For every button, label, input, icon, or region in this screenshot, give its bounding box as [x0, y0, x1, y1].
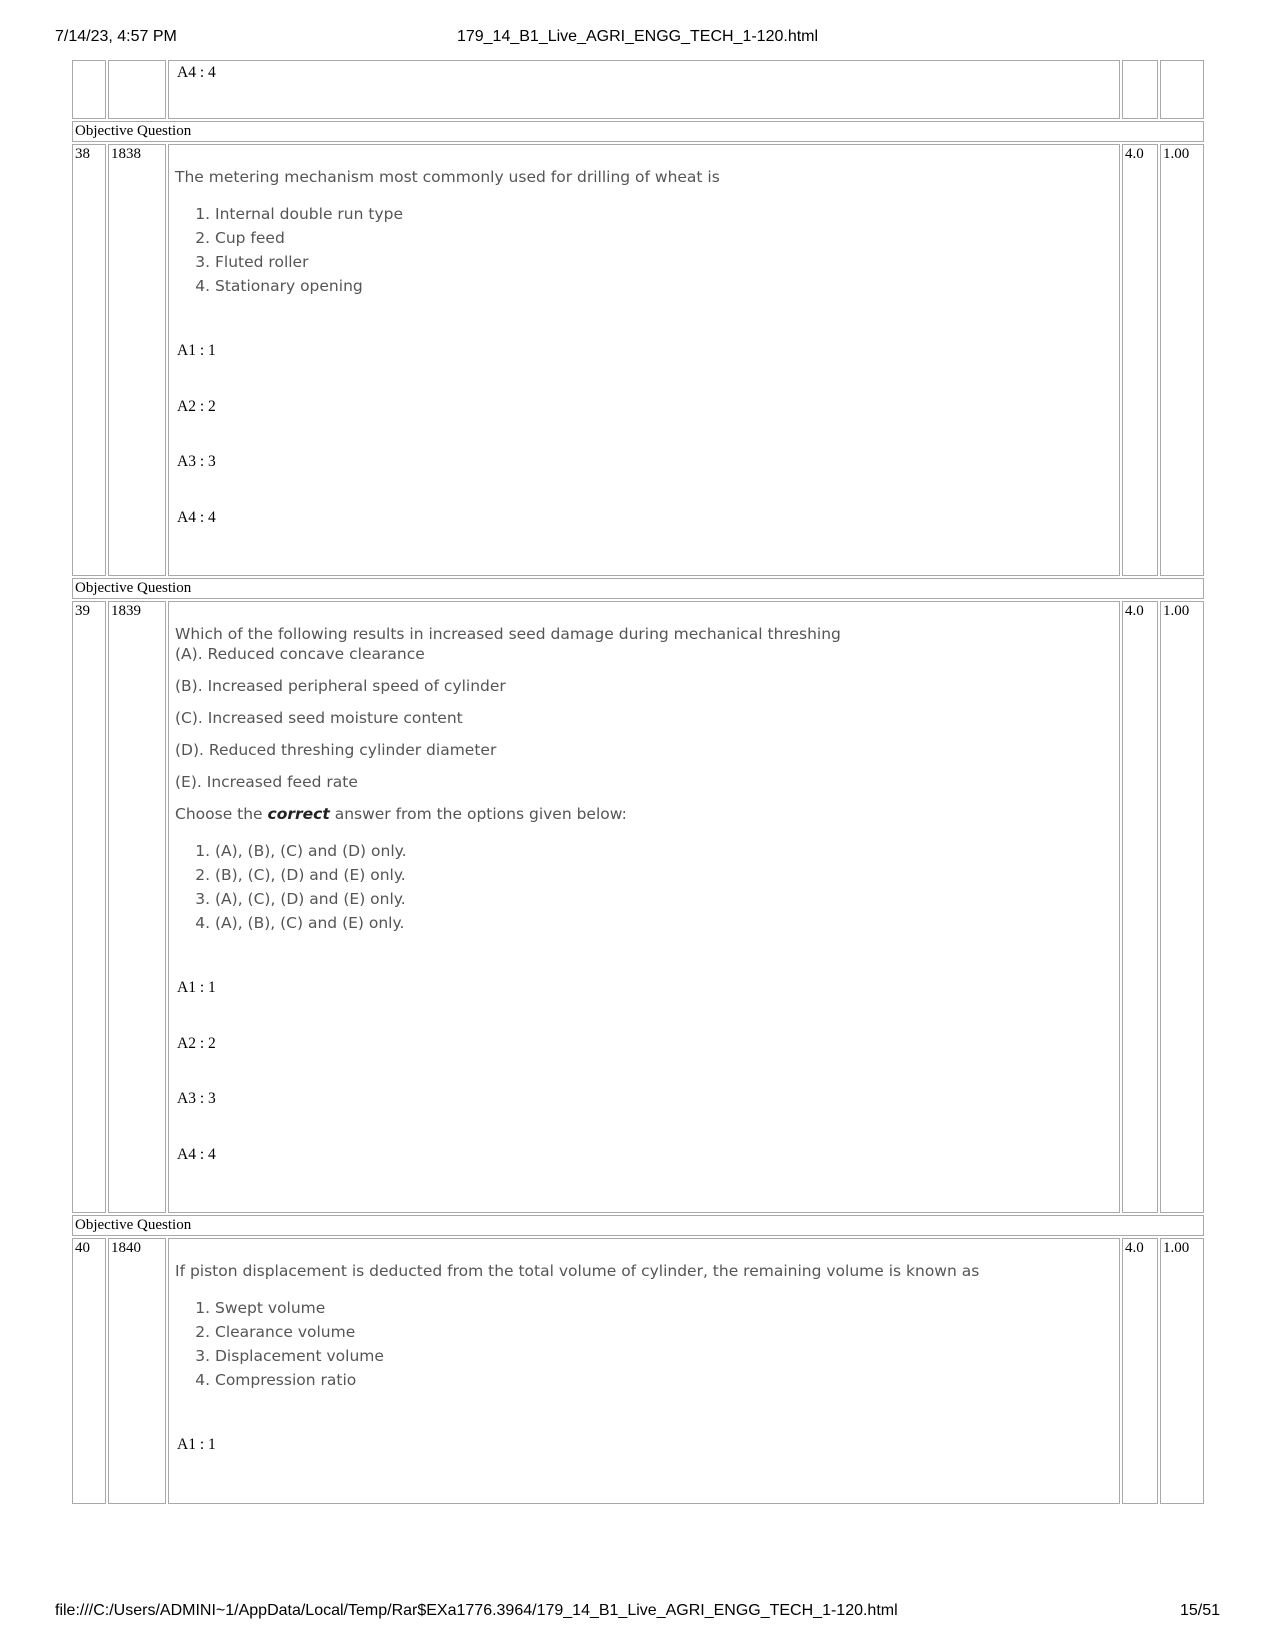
option-item: 4. (A), (B), (C) and (E) only. [215, 911, 1113, 935]
statement-item: (A). Reduced concave clearance [175, 645, 425, 663]
print-filepath: file:///C:/Users/ADMINI~1/AppData/Local/Temp/Rar$EXa1776.3964/179_14_B1_Live_AGRI_ENGG_TECH_1-120.html [55, 1602, 898, 1619]
option-item: 2. Clearance volume [215, 1320, 1113, 1344]
option-item: 1. (A), (B), (C) and (D) only. [215, 839, 1113, 863]
question-cell [168, 601, 1120, 1213]
instruction-emphasis: correct [267, 805, 330, 823]
negative-marks: 1.00 [1160, 601, 1204, 1213]
question-cell [168, 144, 1120, 576]
question-cell [168, 1238, 1120, 1504]
question-id: 1838 [108, 144, 166, 576]
section-label: Objective Question [72, 121, 1204, 142]
answer-option: A2 : 2 [177, 397, 216, 415]
negative-marks: 1.00 [1160, 1238, 1204, 1504]
question-body [171, 146, 1117, 298]
question-body [171, 1240, 1117, 1392]
statement-item: (B). Increased peripheral speed of cylinder [175, 677, 506, 695]
table-row [72, 1238, 1204, 1504]
print-datetime: 7/14/23, 4:57 PM [55, 28, 177, 45]
answer-option: A4 : 4 [177, 1145, 216, 1163]
serial-number: 39 [72, 601, 106, 1213]
option-item: 1. Swept volume [215, 1296, 1113, 1320]
instruction [175, 805, 1113, 823]
question-body [171, 603, 1117, 935]
answer-option: A2 : 2 [177, 1034, 216, 1052]
answer-list [171, 298, 1117, 574]
marks: 4.0 [1122, 144, 1158, 576]
option-item: 3. Fluted roller [215, 250, 1113, 274]
negative-marks: 1.00 [1160, 144, 1204, 576]
serial-number: 38 [72, 144, 106, 576]
table-row [72, 1215, 1204, 1236]
question-cell [168, 60, 1120, 119]
table-row [72, 121, 1204, 142]
answer-option: A1 : 1 [177, 979, 216, 996]
question-id-cell [108, 60, 166, 119]
page-number: 15/51 [1179, 1602, 1220, 1619]
answer-option: A4 : 4 [177, 508, 216, 526]
questions-table [70, 58, 1206, 1506]
answer-list [171, 935, 1117, 1211]
statement-item: (C). Increased seed moisture content [175, 709, 463, 727]
question-paper [70, 58, 1206, 1596]
options-list [175, 839, 1113, 935]
table-row [72, 578, 1204, 599]
option-item: 4. Stationary opening [215, 274, 1113, 298]
marks-cell [1122, 60, 1158, 119]
options-list [175, 202, 1113, 298]
answer-option: A3 : 3 [177, 1090, 216, 1107]
negative-marks-cell [1160, 60, 1204, 119]
table-row [72, 144, 1204, 576]
option-item: 3. (A), (C), (D) and (E) only. [215, 887, 1113, 911]
option-item: 1. Internal double run type [215, 202, 1113, 226]
question-stem: If piston displacement is deducted from the total volume of cylinder, the remaining volume is known as [175, 1262, 980, 1280]
answer-option: A1 : 1 [177, 1436, 216, 1453]
question-stem: Which of the following results in increased seed damage during mechanical threshing [175, 625, 841, 643]
serial-cell [72, 60, 106, 119]
section-label: Objective Question [72, 578, 1204, 599]
marks: 4.0 [1122, 1238, 1158, 1504]
option-item: 3. Displacement volume [215, 1344, 1113, 1368]
answer-option: A4 : 4 [177, 64, 216, 81]
statement-item: (D). Reduced threshing cylinder diameter [175, 741, 497, 759]
option-item: 2. (B), (C), (D) and (E) only. [215, 863, 1113, 887]
instruction-post: answer from the options given below: [329, 805, 627, 823]
question-stem: The metering mechanism most commonly used for drilling of wheat is [175, 168, 720, 186]
serial-number: 40 [72, 1238, 106, 1504]
options-list [175, 1296, 1113, 1392]
answer-option: A3 : 3 [177, 453, 216, 470]
question-id: 1840 [108, 1238, 166, 1504]
answer-option: A1 : 1 [177, 342, 216, 359]
statement-item: (E). Increased feed rate [175, 773, 358, 791]
print-filename: 179_14_B1_Live_AGRI_ENGG_TECH_1-120.html [456, 28, 819, 45]
option-item: 2. Cup feed [215, 226, 1113, 250]
section-label: Objective Question [72, 1215, 1204, 1236]
instruction-pre: Choose the [175, 805, 268, 823]
option-item: 4. Compression ratio [215, 1368, 1113, 1392]
question-id: 1839 [108, 601, 166, 1213]
marks: 4.0 [1122, 601, 1158, 1213]
table-row [72, 601, 1204, 1213]
table-row [72, 60, 1204, 119]
answer-list [171, 1392, 1117, 1502]
